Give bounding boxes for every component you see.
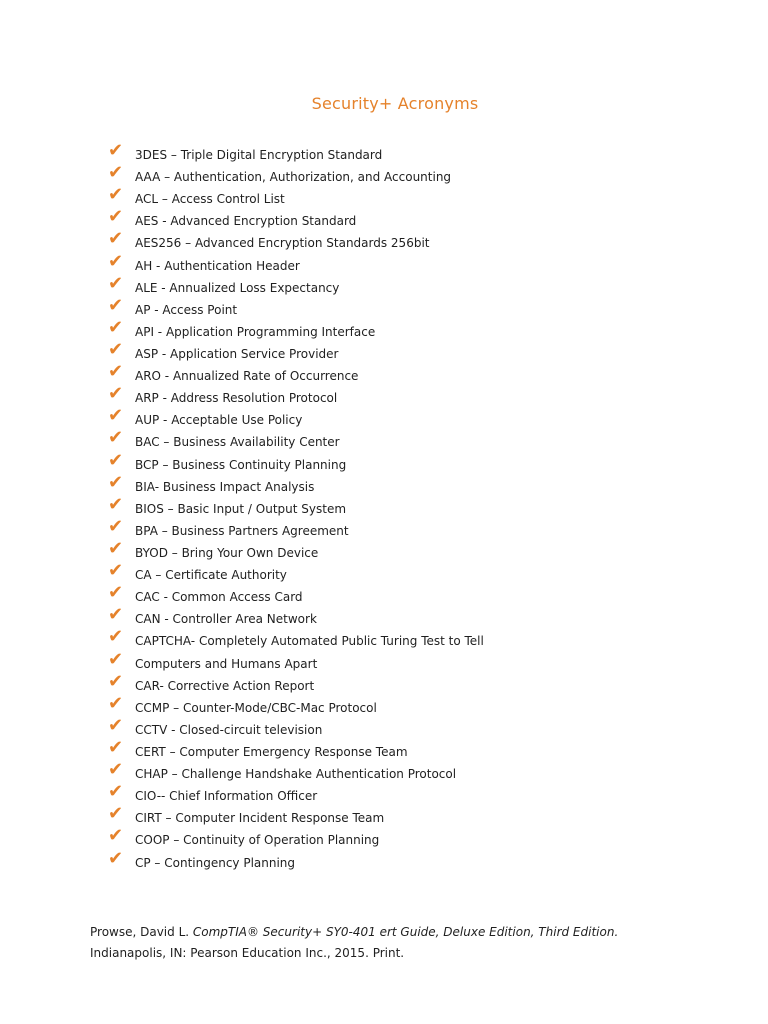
check-mark-icon: ✔ — [108, 184, 124, 206]
check-mark-icon: ✔ — [108, 759, 124, 781]
check-mark-icon: ✔ — [108, 140, 124, 161]
acronym-text: ASP - Application Service Provider — [135, 346, 339, 361]
check-mark-icon: ✔ — [108, 162, 124, 184]
check-mark-icon: ✔ — [108, 361, 124, 383]
check-mark-icon: ✔ — [108, 294, 124, 316]
check-mark-icon: ✔ — [108, 338, 124, 360]
acronym-text: CHAP – Challenge Handshake Authentication Protocol — [135, 767, 457, 782]
list-item — [108, 230, 484, 252]
list-item — [108, 385, 484, 407]
check-mark-icon: ✔ — [108, 825, 124, 847]
acronym-text: API - Application Programming Interface — [135, 324, 376, 339]
list-item — [108, 493, 484, 518]
acronym-text: AES256 – Advanced Encryption Standards 256bit — [135, 236, 430, 251]
list-item — [108, 736, 484, 761]
check-mark-icon: ✔ — [108, 537, 124, 559]
acronym-text: CIO-- Chief Information Officer — [135, 789, 318, 804]
list-item — [108, 805, 484, 827]
list-item — [108, 515, 484, 540]
citation-author: Prowse, David L. — [90, 925, 193, 939]
acronym-text: CAC - Common Access Card — [135, 590, 303, 605]
list-item — [108, 338, 484, 363]
acronym-text: BYOD – Bring Your Own Device — [135, 545, 319, 560]
check-mark-icon: ✔ — [108, 560, 124, 582]
acronym-text: AP - Access Point — [135, 302, 238, 317]
check-mark-icon: ✔ — [108, 692, 124, 714]
list-item — [108, 584, 484, 606]
list-item — [108, 783, 484, 805]
check-mark-icon: ✔ — [108, 493, 124, 515]
check-mark-icon: ✔ — [108, 515, 124, 537]
acronym-text: CAPTCHA- Completely Automated Public Turing Test to Tell — [135, 634, 484, 649]
check-mark-icon: ✔ — [108, 206, 124, 228]
acronym-text: BIA- Business Impact Analysis — [135, 479, 315, 494]
check-mark-icon: ✔ — [108, 582, 124, 604]
citation — [90, 922, 690, 964]
acronym-text: COOP – Continuity of Operation Planning — [135, 833, 380, 848]
acronym-text: 3DES – Triple Digital Encryption Standard — [135, 148, 383, 162]
check-mark-icon: ✔ — [108, 471, 124, 493]
list-item — [108, 208, 484, 230]
acronym-text: Computers and Humans Apart — [135, 656, 318, 671]
list-item — [108, 250, 484, 275]
list-item — [108, 429, 484, 451]
check-mark-icon: ✔ — [108, 626, 124, 648]
acronym-text: AAA – Authentication, Authorization, and Accounting — [135, 170, 452, 185]
list-item — [108, 606, 484, 628]
check-mark-icon: ✔ — [108, 383, 124, 405]
check-mark-icon: ✔ — [108, 781, 124, 803]
check-mark-icon: ✔ — [108, 648, 124, 670]
acronym-list — [108, 142, 484, 872]
acronym-text: AUP - Acceptable Use Policy — [135, 413, 303, 428]
acronym-text: CCTV - Closed-circuit television — [135, 722, 323, 737]
acronym-text: BPA – Business Partners Agreement — [135, 523, 349, 538]
list-item — [108, 714, 484, 739]
check-mark-icon: ✔ — [108, 714, 124, 736]
list-item — [108, 628, 484, 650]
check-mark-icon: ✔ — [108, 670, 124, 692]
check-mark-icon: ✔ — [108, 228, 124, 250]
acronym-text: ALE - Annualized Loss Expectancy — [135, 280, 340, 295]
acronym-text: CERT – Computer Emergency Response Team — [135, 744, 408, 759]
list-item — [108, 363, 484, 385]
list-item — [108, 316, 484, 341]
check-mark-icon: ✔ — [108, 449, 124, 471]
acronym-text: CAN - Controller Area Network — [135, 612, 317, 627]
acronym-text: BAC – Business Availability Center — [135, 435, 340, 450]
acronym-text: BIOS – Basic Input / Output System — [135, 501, 347, 516]
acronym-text: CIRT – Computer Incident Response Team — [135, 811, 385, 826]
list-item — [108, 272, 484, 297]
citation-publisher: Indianapolis, IN: Pearson Education Inc., 2015. Print. — [90, 946, 405, 960]
acronym-text: CA – Certificate Authority — [135, 568, 287, 583]
check-mark-icon: ✔ — [108, 272, 124, 294]
list-item — [108, 692, 484, 717]
acronym-text: CCMP – Counter-Mode/CBC-Mac Protocol — [135, 700, 377, 715]
check-mark-icon: ✔ — [108, 847, 124, 869]
check-mark-icon: ✔ — [108, 736, 124, 758]
check-mark-icon: ✔ — [108, 250, 124, 272]
list-item — [108, 186, 484, 208]
list-item — [108, 164, 484, 186]
check-mark-icon: ✔ — [108, 604, 124, 626]
list-item — [108, 142, 484, 164]
list-item — [108, 471, 484, 496]
check-mark-icon: ✔ — [108, 803, 124, 825]
citation-work: CompTIA® Security+ SY0-401 ert Guide, Deluxe Edition, Third Edition. — [192, 925, 619, 939]
list-item — [108, 847, 484, 872]
list-item — [108, 562, 484, 584]
list-item — [108, 670, 484, 695]
acronym-text: CAR- Corrective Action Report — [135, 678, 315, 693]
list-item — [108, 827, 484, 849]
list-item — [108, 294, 484, 319]
check-mark-icon: ✔ — [108, 405, 124, 427]
acronym-text: ARO - Annualized Rate of Occurrence — [135, 369, 359, 384]
acronym-text: CP – Contingency Planning — [135, 855, 296, 870]
document-title: Security+ Acronyms — [311, 94, 479, 113]
acronym-text: AES - Advanced Encryption Standard — [135, 214, 357, 229]
check-mark-icon: ✔ — [108, 427, 124, 449]
check-mark-icon: ✔ — [108, 316, 124, 338]
list-item — [108, 648, 484, 673]
list-item — [108, 449, 484, 474]
acronym-text: ACL – Access Control List — [135, 192, 285, 207]
acronym-text: AH - Authentication Header — [135, 258, 300, 273]
list-item — [108, 761, 484, 783]
acronym-text: ARP - Address Resolution Protocol — [135, 391, 338, 406]
list-item — [108, 407, 484, 429]
list-item — [108, 537, 484, 562]
acronym-text: BCP – Business Continuity Planning — [135, 457, 347, 472]
